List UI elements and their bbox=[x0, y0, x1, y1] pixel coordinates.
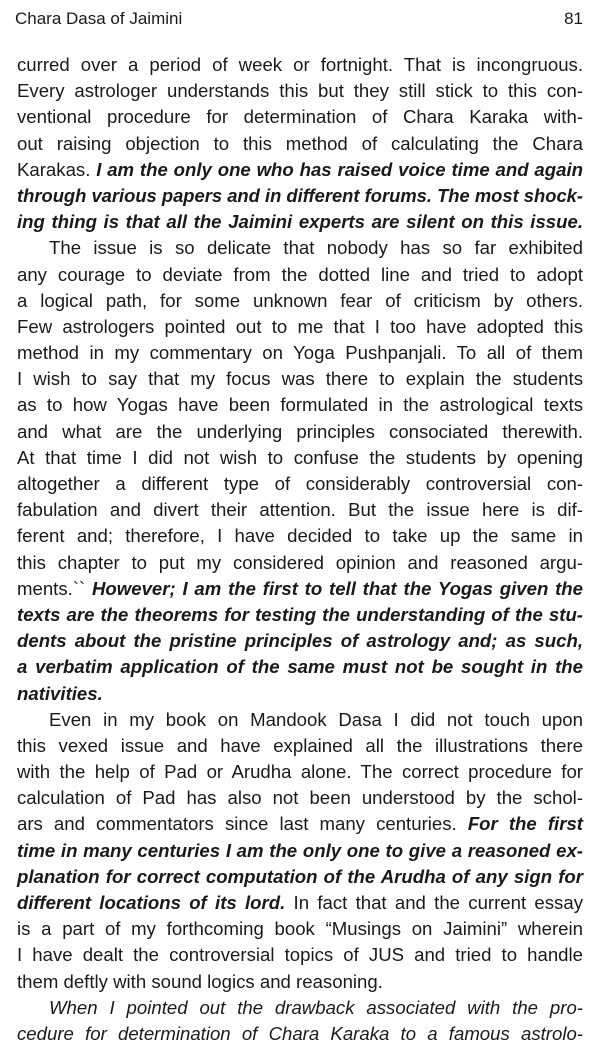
text-line bbox=[17, 340, 583, 366]
text-line bbox=[17, 916, 583, 942]
text-line bbox=[17, 707, 583, 733]
text-span: ars and commentators since last many centuries. bbox=[17, 813, 468, 835]
text-line bbox=[17, 995, 583, 1021]
text-span: and what are the underlying principles consociated therewith. bbox=[17, 420, 583, 442]
text-span: I have dealt the controversial topics of JUS and tried to handle bbox=[17, 944, 583, 966]
text-span: ventional procedure for determination of Chara Karaka with- bbox=[17, 106, 583, 128]
text-span: this chapter to put my considered opinion and reasoned argu- bbox=[17, 551, 583, 573]
italic-text: cedure for determination of Chara Karaka to a famous astrolo- bbox=[17, 1022, 583, 1044]
emphasis-text: a verbatim application of the same must not be sought in the bbox=[17, 656, 583, 678]
emphasis-text: planation for correct computation of the Arudha of any sign for bbox=[17, 865, 583, 887]
page-number: 81 bbox=[564, 9, 583, 28]
emphasis-text: texts are the theorems for testing the understanding of the stu- bbox=[17, 603, 583, 625]
text-line bbox=[17, 183, 583, 209]
text-span: At that time I did not wish to confuse the students by opening bbox=[17, 446, 583, 468]
text-line bbox=[17, 628, 583, 654]
emphasis-text: I am the only one who has raised voice time and again bbox=[96, 158, 584, 180]
text-line bbox=[17, 78, 583, 104]
text-line bbox=[17, 262, 583, 288]
text-line bbox=[17, 942, 583, 968]
text-line bbox=[17, 811, 583, 837]
text-line bbox=[17, 576, 583, 602]
text-line bbox=[17, 550, 583, 576]
emphasis-text: through various papers and in different forums. The most shock- bbox=[17, 184, 583, 206]
text-line bbox=[17, 785, 583, 811]
text-span: curred over a period of week or fortnight. That is incongruous. bbox=[17, 54, 583, 75]
text-line bbox=[17, 288, 583, 314]
emphasis-text: ing thing is that all the Jaimini experts are silent on this issue. bbox=[17, 211, 583, 233]
text-span: Even in my book on Mandook Dasa I did not touch upon bbox=[49, 708, 583, 730]
emphasis-text: time in many centuries I am the only one to give a reasoned ex- bbox=[17, 839, 583, 861]
text-span: is a part of my forthcoming book “Musings on Jaimini” wherein bbox=[17, 918, 583, 940]
text-span: In fact that and the current essay bbox=[285, 892, 583, 913]
text-span: ments.`` bbox=[17, 577, 92, 599]
text-line bbox=[17, 235, 583, 261]
text-line bbox=[17, 314, 583, 340]
text-line bbox=[17, 602, 583, 628]
italic-text: When I pointed out the drawback associated with the pro- bbox=[49, 996, 583, 1018]
text-span: any courage to deviate from the dotted line and tried to adopt bbox=[17, 263, 583, 285]
text-span: Karakas. bbox=[17, 158, 97, 180]
text-span: ferent and; therefore, I have decided to take up the same in bbox=[17, 525, 583, 547]
emphasis-text: dents about the pristine principles of astrology and; as such, bbox=[17, 630, 583, 652]
text-span: I wish to say that my focus was there to explain the students bbox=[17, 368, 583, 390]
text-line bbox=[17, 497, 583, 523]
text-span: a logical path, for some unknown fear of criticism by others. bbox=[17, 289, 583, 311]
text-line bbox=[17, 52, 583, 78]
emphasis-text: different locations of its lord. bbox=[17, 892, 286, 913]
body-text bbox=[17, 52, 583, 1047]
text-line bbox=[17, 969, 583, 995]
text-span: altogether a different type of considerably controversial con- bbox=[17, 473, 583, 494]
text-line bbox=[17, 157, 583, 183]
text-span: out raising objection to this method of calculating the Chara bbox=[17, 132, 583, 154]
text-line bbox=[17, 419, 583, 445]
emphasis-text: For the first bbox=[467, 813, 583, 835]
text-line bbox=[17, 864, 583, 890]
text-span: calculation of Pad has also not been understood by the schol- bbox=[17, 787, 583, 809]
text-span: fabulation and divert their attention. But the issue here is dif- bbox=[17, 499, 583, 521]
text-line bbox=[17, 392, 583, 418]
text-line bbox=[17, 1021, 583, 1047]
running-header bbox=[15, 7, 583, 31]
text-span: them deftly with sound logics and reasoning. bbox=[17, 970, 383, 992]
text-span: The issue is so delicate that nobody has so far exhibited bbox=[49, 237, 583, 259]
text-line bbox=[17, 131, 583, 157]
text-span: Every astrologer understands this but they still stick to this con- bbox=[17, 80, 583, 102]
text-span: Few astrologers pointed out to me that I too have adopted this bbox=[17, 315, 583, 337]
text-line bbox=[17, 681, 583, 707]
text-line bbox=[17, 366, 583, 392]
text-line bbox=[17, 890, 583, 916]
text-line bbox=[17, 523, 583, 549]
emphasis-text: However; I am the first to tell that the Yogas given the bbox=[91, 577, 583, 599]
text-line bbox=[17, 759, 583, 785]
text-span: as to how Yogas have been formulated in the astrological texts bbox=[17, 394, 583, 416]
text-line bbox=[17, 654, 583, 680]
text-span: with the help of Pad or Arudha alone. The correct procedure for bbox=[17, 761, 583, 783]
text-line bbox=[17, 209, 583, 235]
chapter-title: Chara Dasa of Jaimini bbox=[15, 9, 183, 28]
text-line bbox=[17, 104, 583, 130]
text-span: this vexed issue and have explained all the illustrations there bbox=[17, 734, 583, 756]
text-span: method in my commentary on Yoga Pushpanjali. To all of them bbox=[17, 342, 583, 364]
text-line bbox=[17, 838, 583, 864]
emphasis-text: nativities. bbox=[17, 682, 103, 704]
text-line bbox=[17, 445, 583, 471]
text-line bbox=[17, 733, 583, 759]
text-line bbox=[17, 471, 583, 497]
